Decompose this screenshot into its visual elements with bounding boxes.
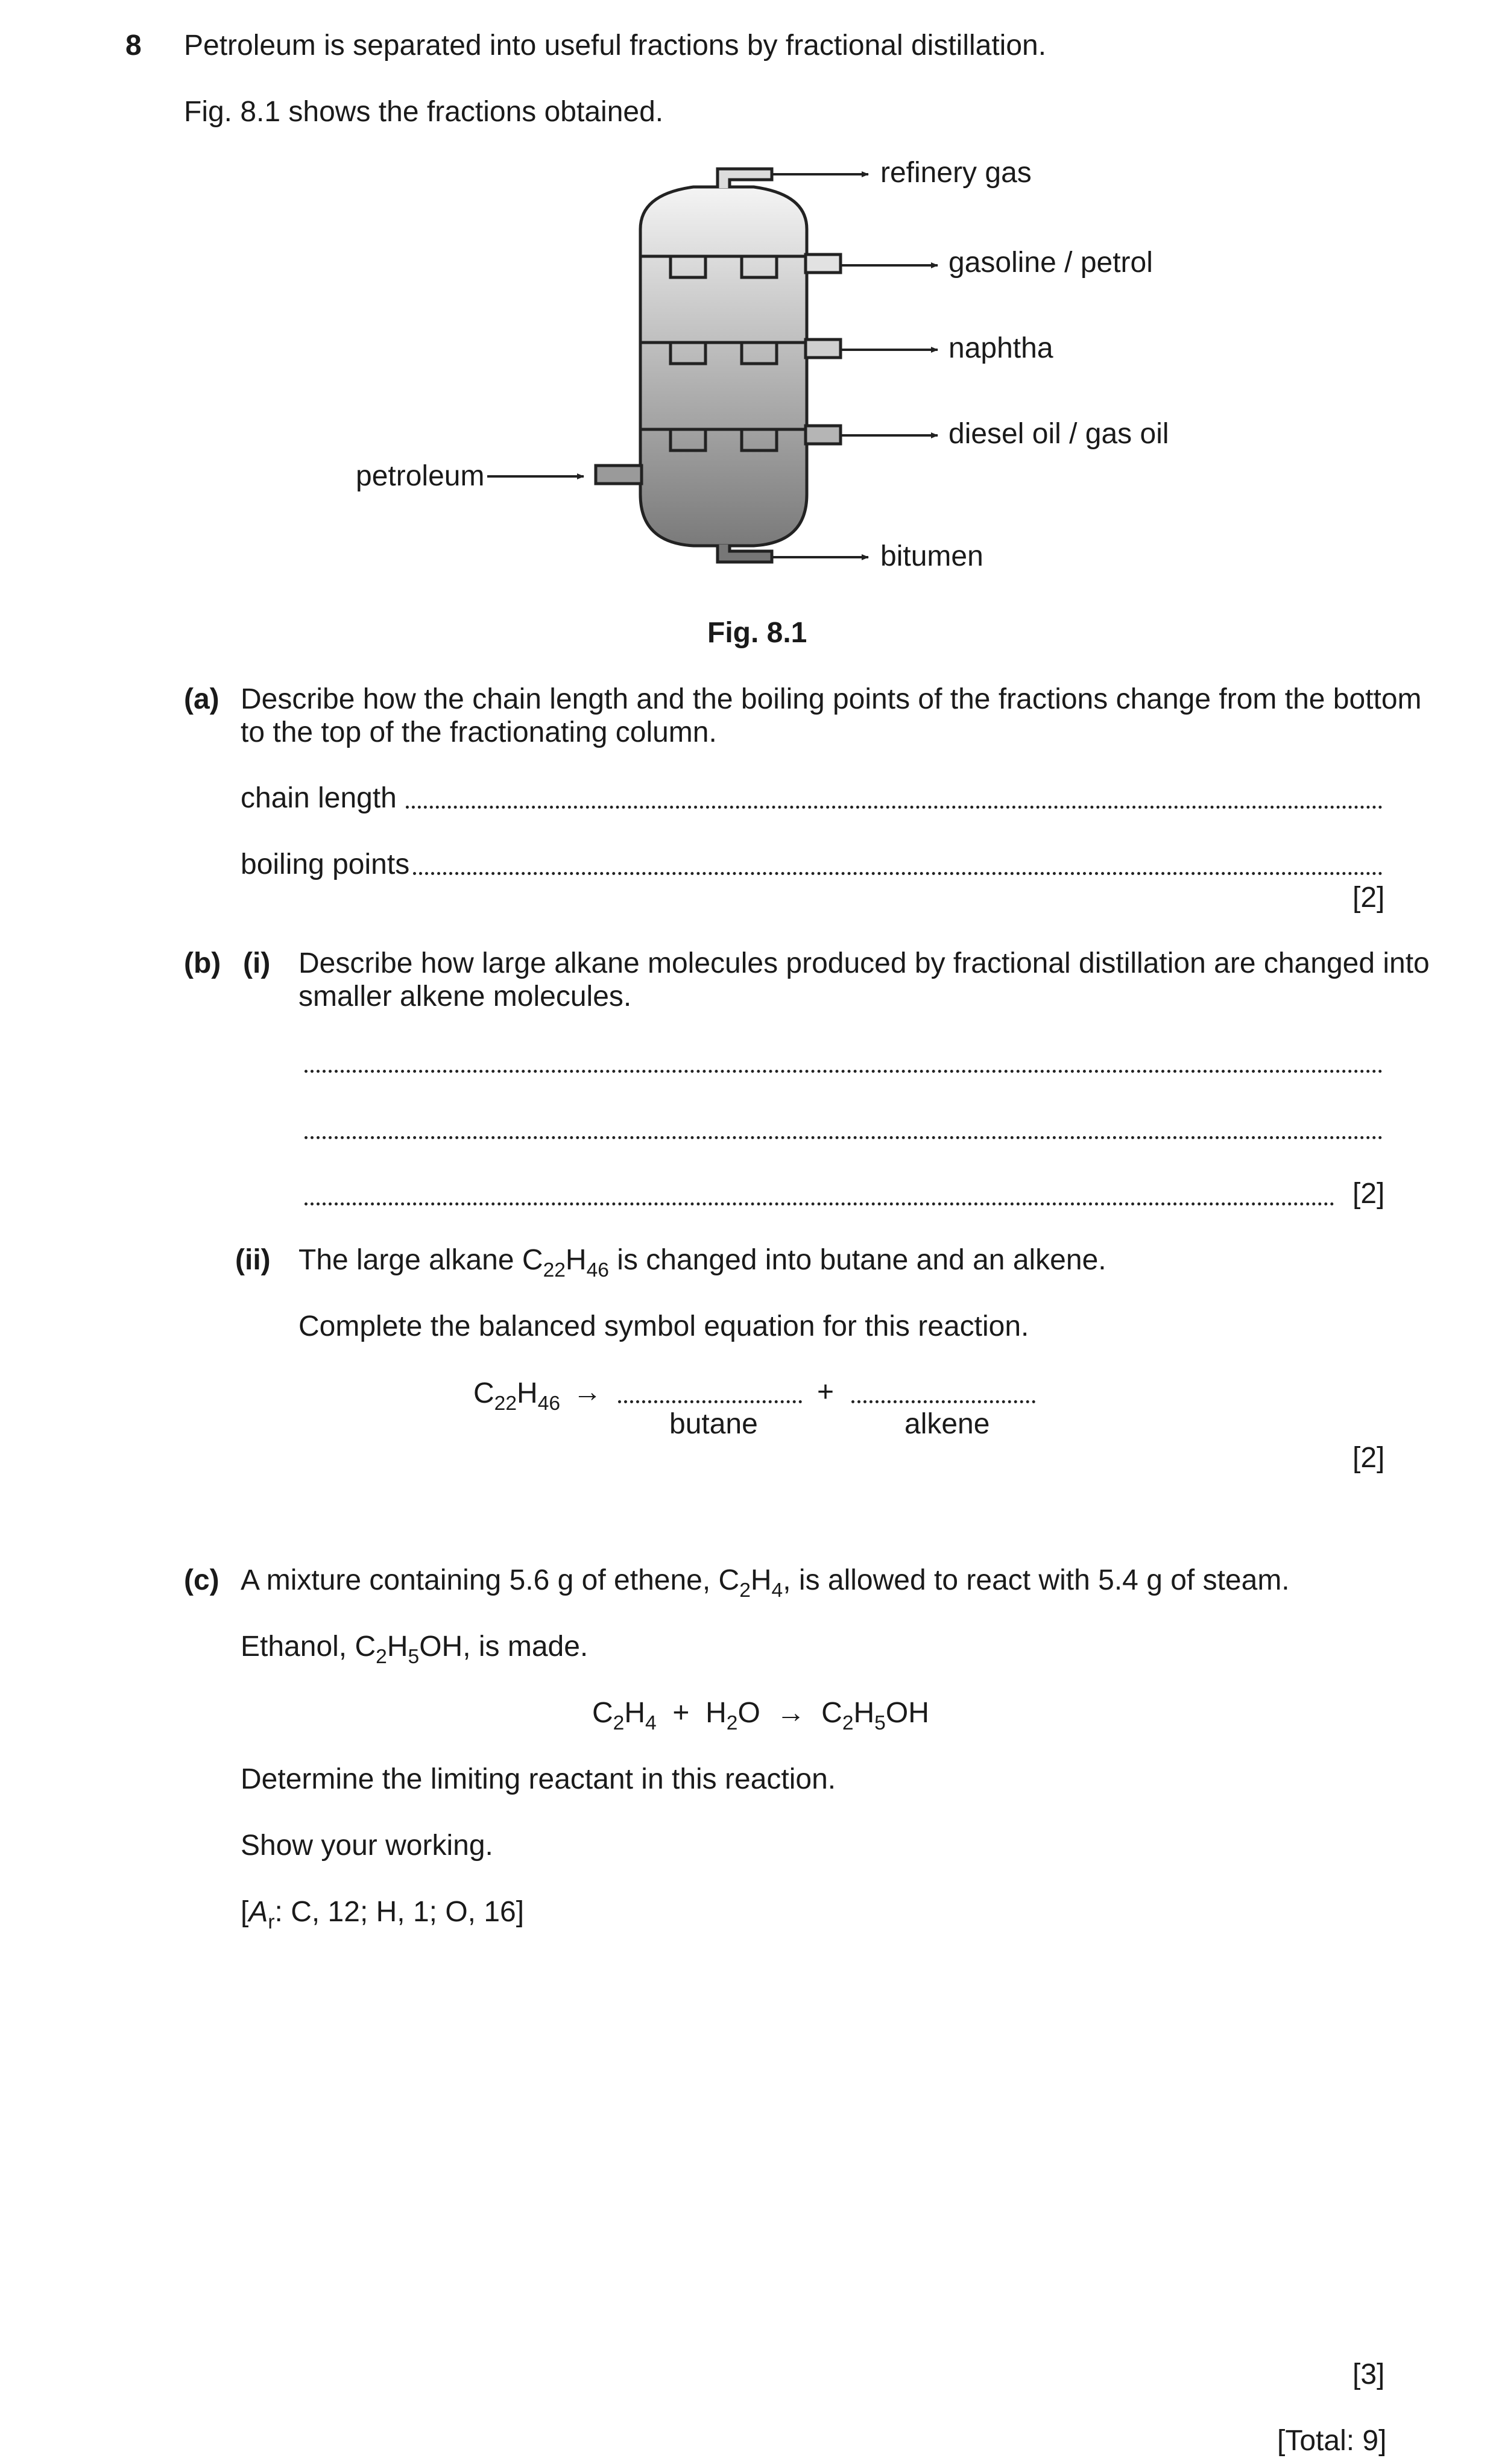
inlet-pipe — [596, 466, 642, 484]
part-b-ii-text: The large alkane $C_{22}H_{46}$ is changed into butane and an alkene. — [298, 1244, 1106, 1281]
part-a-label: (a) — [184, 683, 219, 715]
boiling-points-answer-line[interactable] — [413, 872, 1383, 875]
part-a-text-1: Describe how the chain length and the boiling points of the fractions change from the bottom — [241, 683, 1422, 715]
butane-label: butane — [669, 1408, 758, 1440]
boiling-points-label: boiling points — [241, 848, 410, 880]
part-a-marks: [2] — [1352, 882, 1385, 914]
part-b-i-text-1: Describe how large alkane molecules produced by fractional distillation are changed into — [298, 947, 1430, 979]
part-c-line-2: Ethanol, $C_2H_5OH$, is made. — [241, 1631, 589, 1668]
figure-reference: Fig. 8.1 shows the fractions obtained. — [184, 96, 664, 128]
total-marks: [Total: 9] — [1277, 2425, 1387, 2457]
part-b-i-answer-line-3[interactable] — [305, 1202, 1334, 1205]
outlet-gasoline — [806, 254, 841, 273]
outlet-diesel — [806, 426, 841, 444]
question-intro: Petroleum is separated into useful fractions by fractional distillation. — [184, 30, 1047, 62]
part-b-i-marks: [2] — [1352, 1178, 1385, 1210]
part-c-equation: $C_2H_4 + H_2O \to C_2H_5OH$ — [592, 1697, 929, 1734]
part-b-label: (b) — [184, 947, 221, 979]
working-area[interactable] — [241, 1954, 1380, 2340]
relative-atomic-masses: [$A_r$: C, 12; H, 1; O, 16] — [241, 1896, 525, 1933]
part-c-instruction-1: Determine the limiting reactant in this reaction. — [241, 1763, 836, 1795]
part-c-label: (c) — [184, 1564, 219, 1596]
part-b-i-label: (i) — [243, 947, 271, 979]
fractionating-column-diagram — [0, 0, 1496, 603]
label-diesel: diesel oil / gas oil — [948, 418, 1169, 450]
part-b-ii-marks: [2] — [1352, 1442, 1385, 1474]
part-b-i-answer-line-1[interactable] — [305, 1070, 1383, 1073]
chain-length-answer-line[interactable] — [406, 806, 1383, 809]
part-b-ii-label: (ii) — [235, 1244, 271, 1276]
part-b-i-answer-line-2[interactable] — [305, 1136, 1383, 1139]
alkene-answer-line[interactable] — [851, 1400, 1035, 1403]
question-number: 8 — [125, 30, 142, 62]
part-b-i-text-2: smaller alkene molecules. — [298, 981, 632, 1012]
equation-plus: + — [817, 1376, 835, 1408]
outlet-naphtha — [806, 340, 841, 358]
part-c-instruction-2: Show your working. — [241, 1830, 493, 1862]
part-c-line-1: A mixture containing 5.6 g of ethene, $C_2H_4$, is allowed to react with 5.4 g of steam. — [241, 1564, 1290, 1602]
column-body — [640, 187, 807, 546]
butane-answer-line[interactable] — [618, 1400, 802, 1403]
label-petroleum: petroleum — [356, 460, 485, 492]
chain-length-label: chain length — [241, 782, 397, 814]
label-refinery-gas: refinery gas — [880, 157, 1032, 189]
part-a-text-2: to the top of the fractionating column. — [241, 716, 717, 748]
figure-caption: Fig. 8.1 — [707, 617, 807, 649]
part-c-marks: [3] — [1352, 2358, 1385, 2390]
label-gasoline: gasoline / petrol — [948, 247, 1153, 279]
label-bitumen: bitumen — [880, 540, 983, 572]
part-b-ii-instruction: Complete the balanced symbol equation for this reaction. — [298, 1310, 1029, 1342]
top-pipe — [718, 169, 772, 188]
equation-arrow: → — [573, 1376, 602, 1408]
alkene-label: alkene — [904, 1408, 990, 1440]
label-naphtha: naphtha — [948, 332, 1053, 364]
equation-reactant: $C_{22}H_{46}$ — [473, 1377, 561, 1415]
